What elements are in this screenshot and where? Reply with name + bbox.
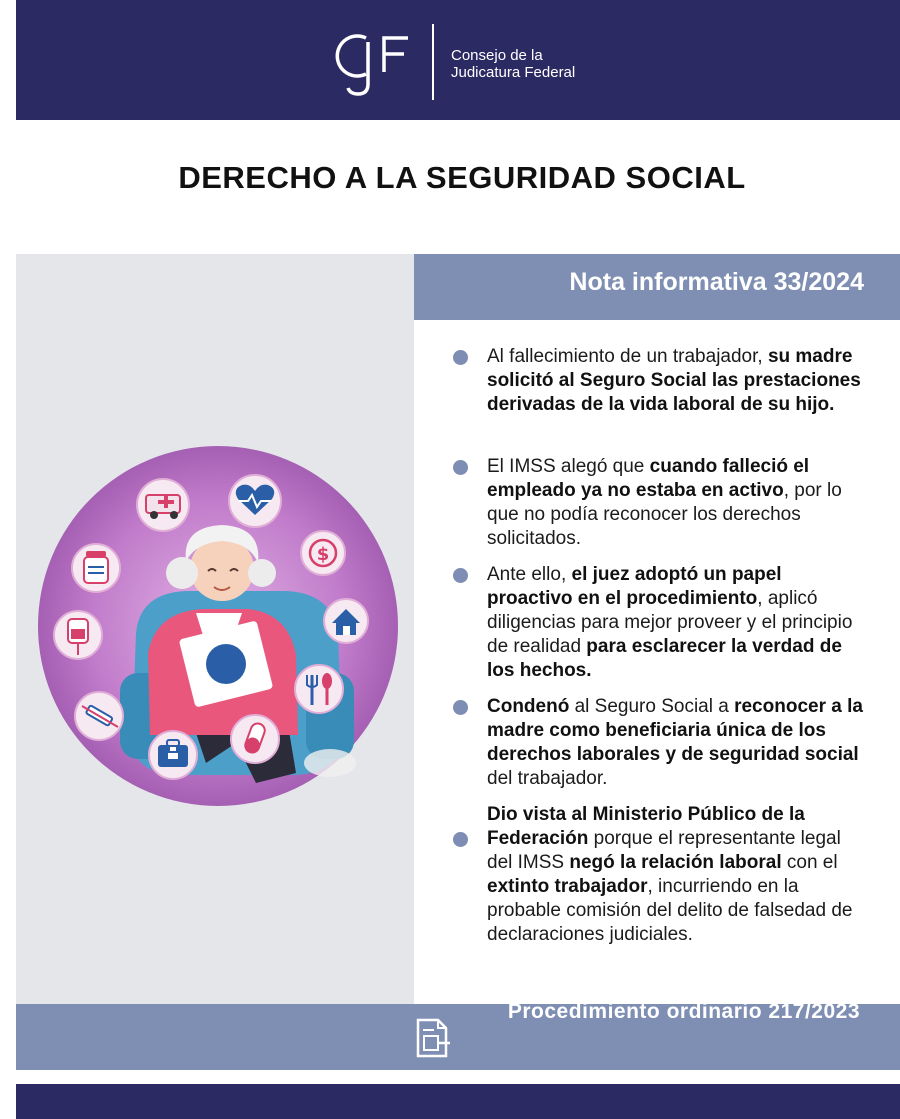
bullet-4-text-end: del trabajador. bbox=[487, 768, 608, 789]
bullet-2-bold: cuando falleció el empleado ya no estaba en activo bbox=[487, 456, 810, 501]
medicine-bottle-icon bbox=[72, 544, 120, 592]
org-name-line2: Judicatura Federal bbox=[451, 64, 576, 81]
org-name-line1: Consejo de la bbox=[451, 47, 543, 64]
illustration-panel-top bbox=[16, 254, 414, 320]
pill-capsule-icon bbox=[231, 715, 279, 763]
bullet-4-text: al Seguro Social a bbox=[569, 696, 735, 717]
bullet-4-bold-mid: reconocer a la madre como beneficiaria única de los derechos laborales y de seguridad social bbox=[487, 696, 863, 765]
bullet-dot bbox=[453, 832, 468, 847]
bullet-5-text-end: , incurriendo en la probable comisión del delito de falsedad de declaraciones judiciales. bbox=[487, 876, 853, 945]
bullet-item-1 bbox=[454, 345, 864, 417]
bullet-5-bold: Dio vista al Ministerio Público de la Federación bbox=[487, 804, 805, 849]
dollar-icon bbox=[301, 531, 345, 575]
bullet-5-bold-end: extinto trabajador bbox=[487, 876, 648, 897]
bullet-item-5 bbox=[454, 803, 864, 947]
heart-icon bbox=[229, 475, 281, 527]
fork-spoon-icon bbox=[295, 665, 343, 713]
header-bar bbox=[0, 0, 900, 120]
svg-text:$: $ bbox=[316, 544, 330, 565]
bullet-dot bbox=[453, 700, 468, 715]
bullet-4-bold: Condenó bbox=[487, 696, 570, 717]
bottom-bar bbox=[16, 1084, 900, 1119]
bullet-dot bbox=[453, 568, 468, 583]
org-name bbox=[451, 47, 575, 81]
cjf-logo-mark bbox=[332, 26, 414, 96]
bullet-3-bold-end: para esclarecer la verdad de los hechos. bbox=[487, 636, 842, 681]
elderly-woman-illustration bbox=[36, 443, 400, 809]
bullet-item-4 bbox=[454, 695, 864, 791]
bullet-5-text: porque el representante legal del IMSS bbox=[487, 828, 841, 873]
procedure-number: Procedimiento ordinario 217/2023 bbox=[507, 1000, 860, 1023]
bullet-dot bbox=[453, 350, 468, 365]
bullet-3-text: Ante ello, bbox=[487, 564, 572, 585]
note-title: Nota informativa 33/2024 bbox=[569, 268, 864, 296]
bullet-1-bold: su madre solicitó al Seguro Social las prestaciones derivadas de la vida laboral de su hijo. bbox=[487, 346, 861, 415]
iv-bag-icon bbox=[54, 611, 102, 659]
document-icon bbox=[412, 1016, 454, 1060]
footer-gap bbox=[16, 1070, 900, 1084]
page-title: DERECHO A LA SEGURIDAD SOCIAL bbox=[178, 160, 746, 195]
ambulance-icon bbox=[137, 479, 189, 531]
bullet-5-bold-mid: negó la relación laboral bbox=[569, 852, 782, 873]
bullet-item-2 bbox=[454, 455, 864, 551]
bullet-2-text-end: , por lo que no podía reconocer los derechos solicitados. bbox=[487, 480, 842, 549]
logo-divider bbox=[432, 24, 434, 100]
bullet-1-text: Al fallecimiento de un trabajador, bbox=[487, 346, 768, 367]
bullet-dot bbox=[453, 460, 468, 475]
bullet-3-text-mid: , aplicó diligencias para mejor proveer y el principio de realidad bbox=[487, 588, 853, 657]
cjf-logo bbox=[332, 22, 632, 102]
bullet-3-bold: el juez adoptó un papel proactivo en el procedimiento bbox=[487, 564, 782, 609]
bullet-item-3 bbox=[454, 563, 864, 683]
bullet-5-text-mid: con el bbox=[781, 852, 838, 873]
bullet-2-text: El IMSS alegó que bbox=[487, 456, 650, 477]
home-icon bbox=[324, 599, 368, 643]
first-aid-kit-icon bbox=[149, 731, 197, 779]
syringe-icon bbox=[75, 692, 123, 740]
